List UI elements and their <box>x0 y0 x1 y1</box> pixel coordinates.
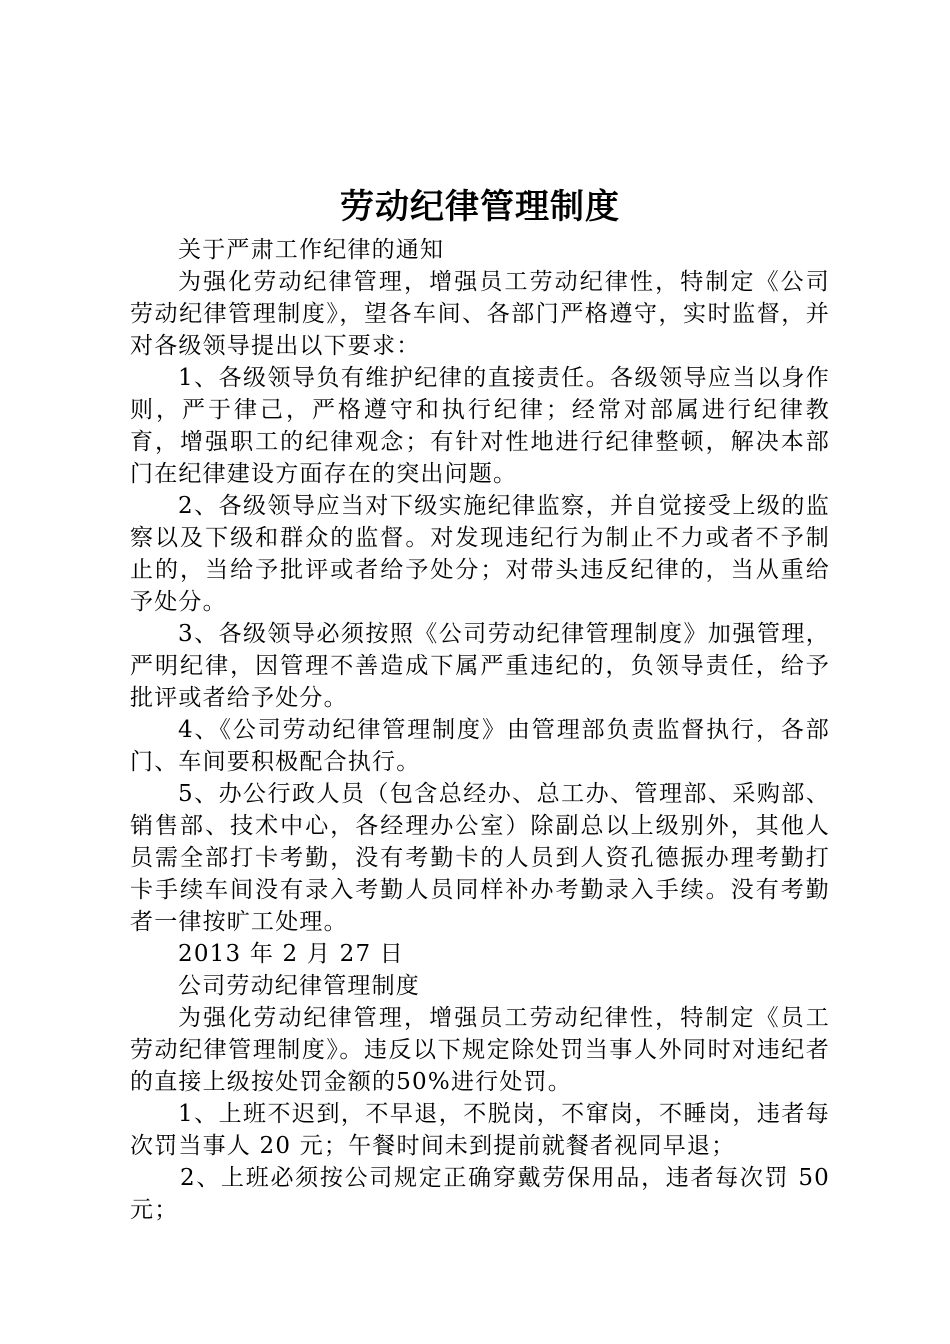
intro-paragraph: 为强化劳动纪律管理，增强员工劳动纪律性，特制定《公司劳动纪律管理制度》，望各车间、各部门严格遵守，实时监督，并对各级领导提出以下要求： <box>130 269 830 359</box>
notice-heading: 关于严肃工作纪律的通知 <box>178 237 445 263</box>
rule-2: 2、上班必须按公司规定正确穿戴劳保用品，违者每次罚 50 元； <box>130 1165 830 1223</box>
document-page <box>130 180 830 1226</box>
requirement-4: 4、《公司劳动纪律管理制度》由管理部负责监督执行，各部门、车间要积极配合执行。 <box>130 717 830 775</box>
document-title: 劳动纪律管理制度 <box>340 187 620 227</box>
requirement-1: 1、各级领导负有维护纪律的直接责任。各级领导应当以身作则，严于律己，严格遵守和执行纪律；经常对部属进行纪律教育，增强职工的纪律观念；有针对性地进行纪律整顿，解决本部门在纪律建设方面存在的突出问题。 <box>130 365 830 487</box>
rule-1: 1、上班不迟到，不早退，不脱岗，不窜岗，不睡岗，违者每次罚当事人 20 元；午餐时间未到提前就餐者视同早退； <box>130 1101 830 1159</box>
section-heading: 公司劳动纪律管理制度 <box>178 973 420 999</box>
requirement-3: 3、各级领导必须按照《公司劳动纪律管理制度》加强管理，严明纪律，因管理不善造成下属严重违纪的，负领导责任，给予批评或者给予处分。 <box>130 621 830 711</box>
notice-date: 2013 年 2 月 27 日 <box>178 941 404 967</box>
requirement-2: 2、各级领导应当对下级实施纪律监察，并自觉接受上级的监察以及下级和群众的监督。对发现违纪行为制止不力或者不予制止的，当给予批评或者给予处分；对带头违反纪律的，当从重给予处分。 <box>130 493 830 615</box>
requirement-5: 5、办公行政人员（包含总经办、总工办、管理部、采购部、销售部、技术中心，各经理办公室）除副总以上级别外，其他人员需全部打卡考勤，没有考勤卡的人员到人资孔德振办理考勤打卡手续车间没有录入考勤人员同样补办考勤录入手续。没有考勤者一律按旷工处理。 <box>130 781 830 935</box>
rules-intro-paragraph: 为强化劳动纪律管理，增强员工劳动纪律性，特制定《员工劳动纪律管理制度》。违反以下规定除处罚当事人外同时对违纪者的直接上级按处罚金额的50%进行处罚。 <box>130 1005 830 1095</box>
